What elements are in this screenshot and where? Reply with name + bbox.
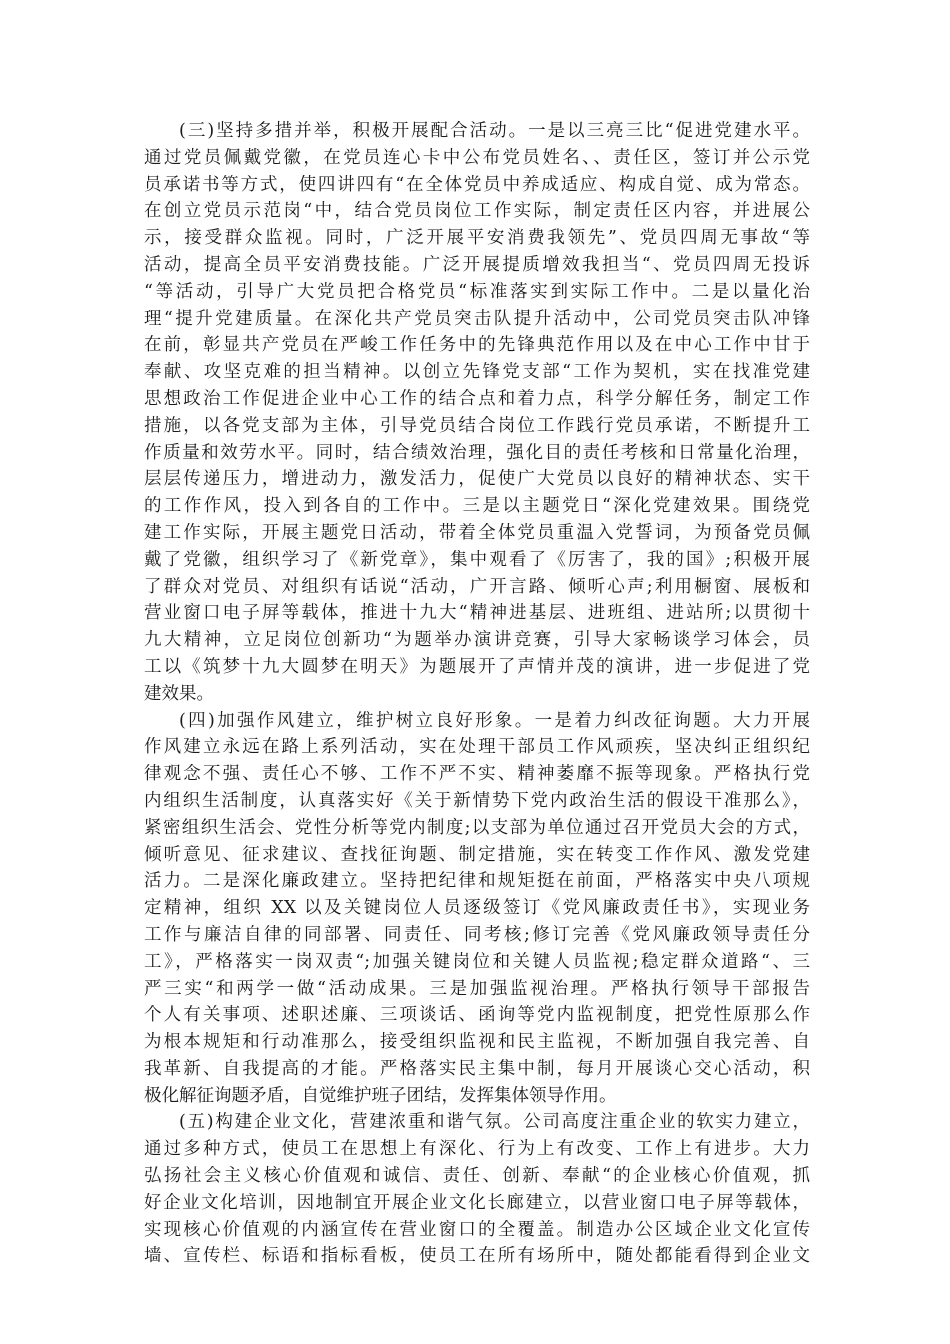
text-line: 营业窗口电子屏等载体，推进十九大“精神进基层、进班组、进站所;以贯彻十 [144, 603, 810, 624]
text-line: 为根本规矩和行动准那么，接受组织监视和民主监视，不断加强自我完善、自 [144, 1032, 810, 1053]
text-line: 作风建立永远在路上系列活动，实在处理干部员工作风顽疾，坚决纠正组织纪 [144, 737, 810, 758]
text-line: 我革新、自我提高的才能。严格落实民主集中制，每月开展谈心交心活动，积 [144, 1058, 810, 1079]
text-line: 的工作作风，投入到各自的工作中。三是以主题党日“深化党建效果。围绕党 [144, 496, 810, 517]
text-line: 在创立党员示范岗“中，结合党员岗位工作实际，制定责任区内容，并进展公 [144, 201, 810, 222]
text-line: 戴了党徽，组织学习了《新党章》，集中观看了《厉害了，我的国》;积极开展 [144, 549, 810, 570]
paragraph-section-3 [144, 118, 810, 708]
text-line: 了群众对党员、对组织有话说“活动，广开言路、倾听心声;利用橱窗、展板和 [144, 576, 810, 597]
text-line: “等活动，引导广大党员把合格党员“标准落实到实际工作中。二是以量化治 [144, 281, 810, 302]
text-line: 律观念不强、责任心不够、工作不严不实、精神萎靡不振等现象。严格执行党 [144, 764, 810, 785]
text-line: 定精神，组织 XX 以及关键岗位人员逐级签订《党风廉政责任书》，实现业务 [144, 898, 810, 919]
text-line: (三)坚持多措并举，积极开展配合活动。一是以三亮三比“促进党建水平。 [179, 121, 810, 141]
text-line: 倾听意见、征求建议、查找征询题、制定措施，实在转变工作作风、激发党建 [144, 844, 810, 865]
text-line: 工以《筑梦十九大圆梦在明天》为题展开了声情并茂的演讲，进一步促进了党 [144, 656, 810, 677]
paragraph-section-4 [144, 708, 810, 1110]
text-line: 活力。二是深化廉政建立。坚持把纪律和规矩挺在前面，严格落实中央八项规 [144, 871, 810, 892]
text-line: 示，接受群众监视。同时，广泛开展平安消费我领先”、党员四周无事故“等 [144, 228, 810, 249]
text-line: 通过党员佩戴党徽，在党员连心卡中公布党员姓名、、责任区，签订并公示党 [144, 147, 810, 168]
text-line: 员承诺书等方式，使四讲四有“在全体党员中养成适应、构成自觉、成为常态。 [144, 174, 810, 195]
text-line: 活动，提高全员平安消费技能。广泛开展提质增效我担当“、党员四周无投诉 [144, 254, 810, 275]
text-line: 建效果。 [144, 683, 214, 704]
text-line: 层层传递压力，增进动力，激发活力，促使广大党员以良好的精神状态、实干 [144, 469, 810, 490]
text-line: 理“提升党建质量。在深化共产党员突击队提升活动中，公司党员突击队冲锋 [144, 308, 810, 329]
text-line: 极化解征询题矛盾，自觉维护班子团结，发挥集体领导作用。 [144, 1085, 617, 1106]
text-line: 通过多种方式，使员工在思想上有深化、行为上有改变、工作上有进步。大力 [144, 1139, 810, 1160]
text-line: 严三实“和两学一做“活动成果。三是加强监视治理。严格执行领导干部报告 [144, 978, 810, 999]
text-line: 九大精神，立足岗位创新功“为题举办演讲竞赛，引导大家畅谈学习体会，员 [144, 630, 810, 651]
text-line: 个人有关事项、述职述廉、三项谈话、函询等党内监视制度，把党性原那么作 [144, 1005, 810, 1026]
paragraph-section-5 [144, 1109, 810, 1270]
text-line: 措施，以各党支部为主体，引导党员结合岗位工作践行党员承诺，不断提升工 [144, 415, 810, 436]
text-line: 弘扬社会主义核心价值观和诚信、责任、创新、奉献“的企业核心价值观，抓 [144, 1166, 810, 1187]
text-line: 工》，严格落实一岗双责“;加强关键岗位和关键人员监视;稳定群众道路“、三 [144, 951, 810, 972]
text-line: 在前，彰显共产党员在严峻工作任务中的先锋典范作用以及在中心工作中甘于 [144, 335, 810, 356]
text-line: 思想政治工作促进企业中心工作的结合点和着力点，科学分解任务，制定工作 [144, 388, 810, 409]
text-line: 工作与廉洁自律的同部署、同责任、同考核;修订完善《党风廉政领导责任分 [144, 924, 810, 945]
text-line: 实现核心价值观的内涵宣传在营业窗口的全覆盖。制造办公区域企业文化宣传 [144, 1219, 810, 1240]
text-line: 作质量和效劳水平。同时，结合绩效治理，强化目的责任考核和日常量化治理， [144, 442, 810, 463]
text-line: 内组织生活制度，认真落实好《关于新情势下党内政治生活的假设干准那么》， [144, 790, 810, 811]
text-line: 紧密组织生活会、党性分析等党内制度;以支部为单位通过召开党员大会的方式， [144, 817, 810, 838]
text-line: (五)构建企业文化，营建浓重和谐气氛。公司高度注重企业的软实力建立， [179, 1112, 810, 1133]
text-line: 奉献、攻坚克难的担当精神。以创立先锋党支部“工作为契机，实在找准党建 [144, 362, 810, 383]
document-body [144, 118, 810, 1270]
text-line: 墙、宣传栏、标语和指标看板，使员工在所有场所中，随处都能看得到企业文 [144, 1246, 810, 1267]
text-line: 建工作实际，开展主题党日活动，带着全体党员重温入党誓词，为预备党员佩 [144, 522, 810, 543]
text-line: (四)加强作风建立，维护树立良好形象。一是着力纠改征询题。大力开展 [179, 710, 810, 731]
text-line: 好企业文化培训，因地制宜开展企业文化长廊建立，以营业窗口电子屏等载体， [144, 1192, 810, 1213]
